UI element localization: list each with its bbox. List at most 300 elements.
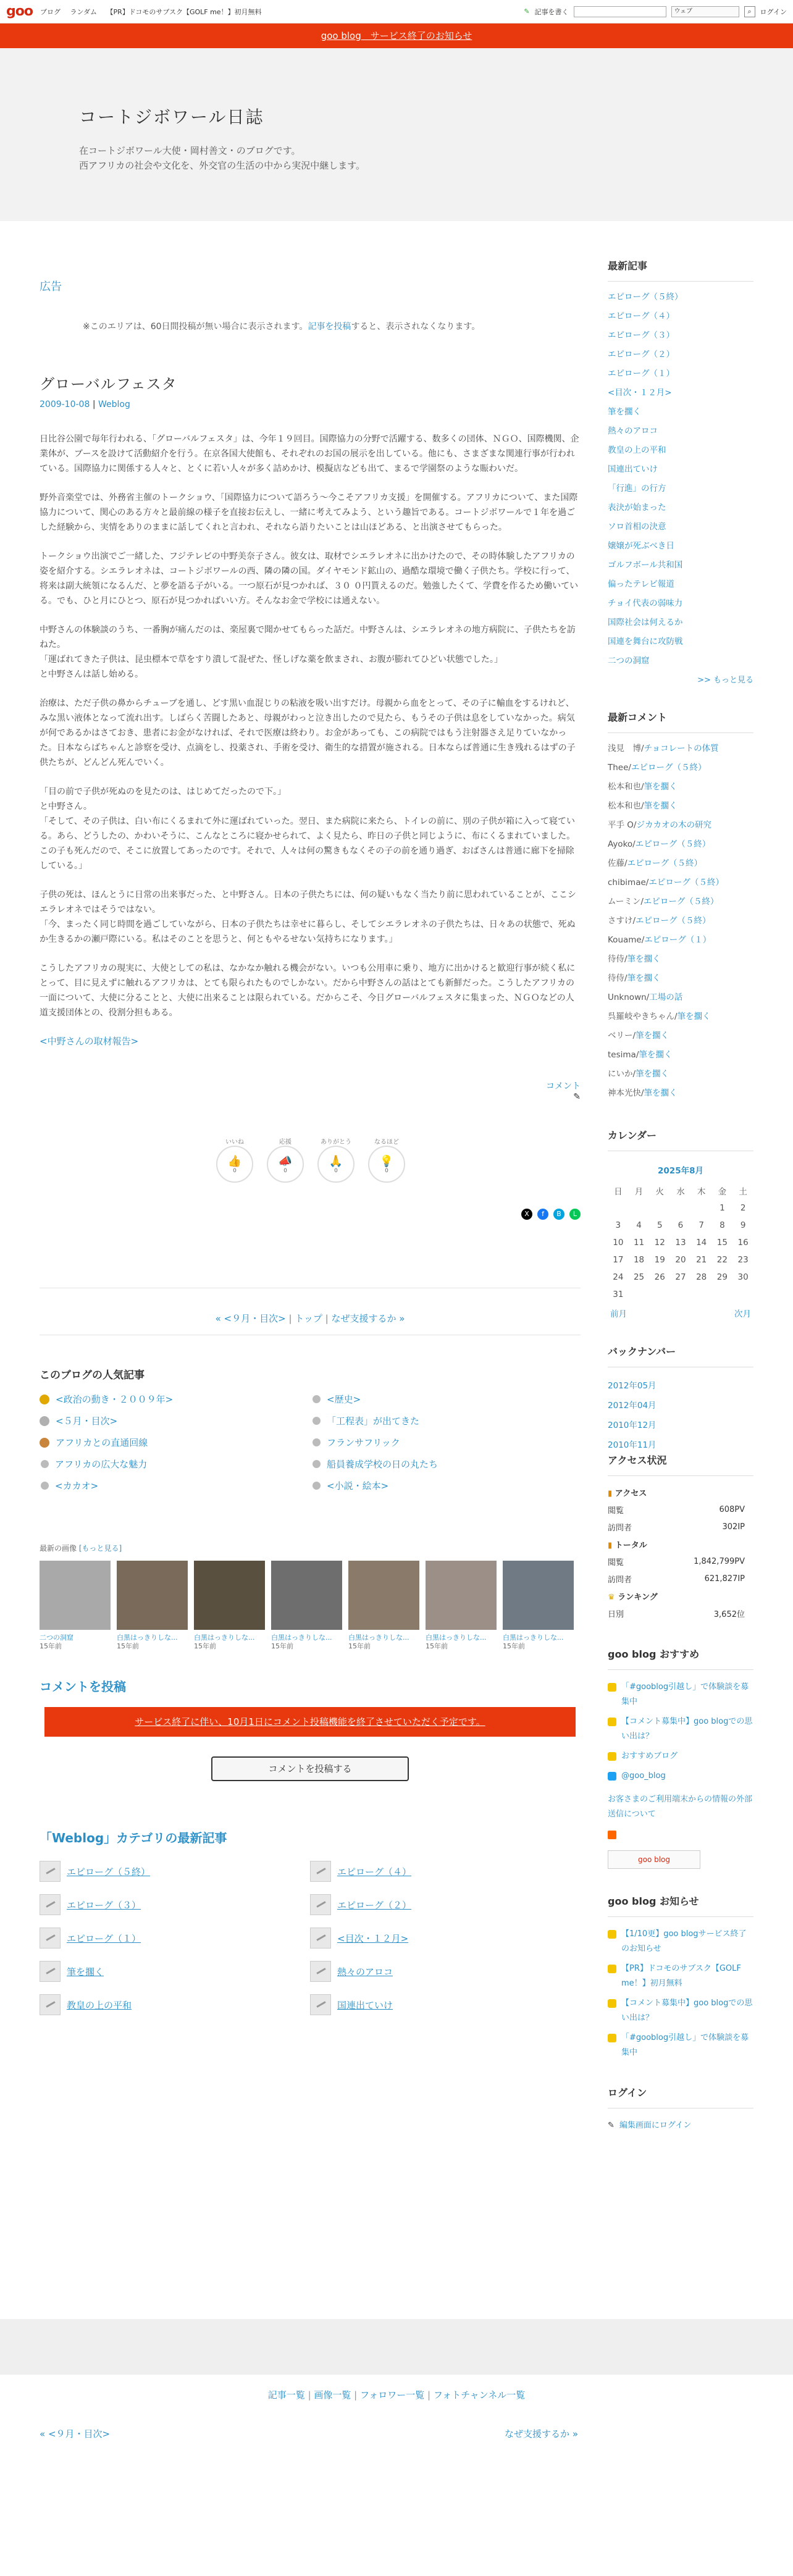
twitter-icon [608,1772,616,1781]
goo-recommend-item[interactable] [608,1680,753,1710]
recent-post-link[interactable]: 国連出ていけ [608,464,658,474]
recent-comment [608,758,753,778]
category-post-link[interactable]: 熱々のアロコ [337,1966,393,1978]
category-post-link[interactable]: 教皇の上の平和 [67,1999,132,2011]
latest-image-thumb[interactable] [348,1561,419,1630]
recent-post-link[interactable]: 二つの洞窟 [608,656,650,666]
bullet-icon [313,1417,321,1425]
recent-comments-list [608,739,753,1103]
calendar-day [608,1199,629,1217]
footer-bar: | [304,2389,314,2401]
bullet-icon [313,1395,321,1403]
post-date[interactable]: 2009-10-08 [40,400,90,409]
bullet-icon [313,1482,321,1490]
popular-item-link[interactable]: フランサフリック [327,1437,400,1448]
rss-icon[interactable] [608,1831,616,1839]
recent-post-link[interactable]: エピローグ（５終） [608,292,683,302]
pager-prev[interactable]: « <９月・目次> [215,1313,286,1324]
article-icon [40,1994,61,2015]
comment-link-label[interactable]: コメント [546,1081,581,1091]
post-pager [40,1312,581,1325]
access-views-value: 608PV [719,1504,745,1514]
backnumber-link[interactable]: 2012年05月 [608,1381,657,1391]
comment-post-link[interactable]: 筆を擱く [644,782,678,792]
pager-top[interactable]: トップ [295,1313,322,1324]
bullet-icon [313,1460,321,1468]
goo-news-link[interactable]: 【PR】ドコモのサブスク【GOLF me！】初月無料 [621,1964,741,1988]
goo-recommend-link[interactable]: おすすめブログ [621,1752,678,1761]
calendar-week [608,1234,753,1251]
recent-comment [608,739,753,758]
comment-post-link[interactable]: エピローグ（１） [644,935,711,945]
popular-item-link[interactable]: <５月・目次> [56,1416,118,1427]
twitter-link[interactable]: @goo_blog [621,1771,666,1781]
nav-random[interactable]: ランダム [70,7,98,16]
latest-image-title[interactable]: 白黒はっきりしな... [271,1634,332,1642]
post-body [40,432,581,1020]
calendar-day [670,1199,691,1217]
bullet-icon [41,1482,49,1490]
category-post-item[interactable] [40,1928,310,1949]
category-post-item[interactable] [310,1861,581,1882]
footer-band [0,2319,793,2375]
pager-bar-1: | [285,1313,295,1324]
recent-post-link[interactable]: 表決が始まった [608,503,666,513]
popular-item-link[interactable]: 「工程表」が出てきた [327,1416,420,1427]
comment-author: 待侍 [608,954,624,964]
backnumber-list[interactable] [608,1376,753,1450]
comment-slash: / [624,954,627,964]
comment-post-link[interactable]: エピローグ（５終） [643,897,719,907]
popular-item-link[interactable]: 船員養成学校の日の丸たち [327,1459,438,1470]
comment-author: 神本光快 [608,1088,641,1098]
popular-item[interactable] [40,1393,311,1406]
latest-image[interactable] [40,1561,111,1651]
goo-news-item[interactable] [608,1996,753,2026]
recent-post-link[interactable]: ゴルフボール共和国 [608,560,683,570]
category-post-item[interactable] [40,1961,310,1982]
popular-item[interactable] [311,1479,581,1492]
login-edit-link[interactable]: 編集画面にログイン [619,2121,692,2130]
external-transmission-link[interactable]: お客さまのご利用端末からの情報の外部送信について [608,1795,753,1819]
recent-comment [608,816,753,835]
recent-comments-heading: 最新コメント [608,710,753,733]
popular-item[interactable] [40,1436,311,1449]
calendar-day: 29 [716,1272,728,1282]
latest-image-date: 15年前 [271,1642,293,1650]
comment-author: tesima [608,1050,636,1060]
footer-bar: | [424,2389,434,2401]
share-buttons [40,1209,581,1220]
latest-images [40,1561,581,1651]
category-post-item[interactable] [310,1894,581,1915]
x-share-icon[interactable]: X [521,1209,532,1220]
category-post-item[interactable] [40,1861,310,1882]
recent-post-link[interactable]: 「行進」の行方 [608,484,666,493]
recent-comment [608,1065,753,1084]
comment-author: Thee [608,763,629,773]
latest-image-thumb[interactable] [503,1561,574,1630]
blog-description [79,143,793,173]
recent-posts-list [608,288,753,671]
footer-link[interactable]: フォロワー一覧 [360,2389,425,2401]
reaction-icon: 👍 [227,1154,242,1168]
twitter-row [608,1769,753,1784]
popular-item[interactable] [311,1393,581,1406]
blog-description-line-1: 在コートジボワール大使・岡村善文・のブログです。 [79,145,301,156]
bullet-icon [313,1438,321,1446]
article-icon [40,1961,61,1982]
top-bar [0,0,793,23]
category-post-link[interactable]: エピローグ（２） [337,1899,412,1911]
pencil-icon: ✎ [524,7,530,15]
post-paragraph: 野外音楽堂では、外務省主催のトークショウ、「国際協力について語ろう～今こそアフリカ支援」を開催する。アフリカについて、また国際協力について、関心のある方々と最前線の様子を直接お伝えし、一緒に考えてみよう、という趣旨である。コートジボワールで１年を過ごした経験から、実情をありのままに話してくれと言われ、それなら語りたいことは山ほどある、と出演させてもらった。 [40,493,578,532]
footer-link[interactable]: 記事一覧 [267,2389,305,2401]
recent-post-link[interactable]: 嬢嬢が死ぶべき日 [608,541,674,551]
service-end-notice[interactable] [0,23,793,48]
popular-item[interactable] [40,1479,311,1492]
latest-image-date: 15年前 [40,1642,62,1650]
category-post-link[interactable]: エピローグ（４） [337,1866,412,1877]
recent-more-link[interactable]: >> もっと見る [697,676,753,685]
comment-slash: / [674,1012,678,1022]
backnumber-link[interactable]: 2010年11月 [608,1440,657,1450]
search-icon[interactable]: ⌕ [744,6,755,17]
comment-slash: / [645,878,649,887]
goo-news-item[interactable] [608,1927,753,1957]
calendar-week [608,1286,753,1303]
comment-slash: / [641,782,644,792]
recent-comment [608,797,753,816]
total-visitors-row [608,1570,753,1587]
recent-post-link[interactable]: <目次・１２月> [608,388,672,398]
popular-item-link[interactable]: <政治の動き・２００９年> [56,1394,174,1405]
goo-recommend-heading: goo blog おすすめ [608,1647,753,1670]
goo-news-list [608,1927,753,2060]
calendar-day: 23 [737,1255,749,1265]
calendar-day: 18 [633,1255,645,1265]
access-section [608,1453,753,1622]
post-comment-link[interactable] [40,1080,581,1102]
calendar-day [649,1199,670,1217]
write-post-link[interactable]: 記事を書く [534,7,569,16]
reaction-icon: 📣 [278,1154,293,1168]
goo-news-item[interactable] [608,1961,753,1991]
post-category[interactable]: Weblog [98,400,130,409]
recent-post-link[interactable]: エピローグ（４） [608,311,674,321]
calendar-weekday: 木 [697,1187,706,1197]
popular-item[interactable] [40,1414,311,1427]
recent-comment [608,873,753,892]
comment-author: 浅見 博 [608,744,641,753]
comment-end-banner[interactable] [44,1707,576,1737]
reaction-icon: 🙏 [329,1154,343,1168]
comment-author: にいか [608,1069,633,1079]
comment-slash: / [632,839,636,849]
recent-post-link[interactable]: 熱々のアロコ [608,426,658,436]
comment-post-link[interactable]: 筆を擱く [644,1088,678,1098]
calendar-day: 25 [633,1272,645,1282]
reaction-button[interactable] [266,1136,305,1183]
latest-image-title[interactable]: 白黒はっきりしな... [194,1634,255,1642]
latest-image-thumb[interactable] [117,1561,188,1630]
latest-image-thumb[interactable] [426,1561,497,1630]
reaction-button[interactable] [367,1136,406,1183]
calendar-day: 12 [654,1238,665,1248]
latest-image[interactable] [271,1561,342,1651]
comment-author: 呉羅岐やきちゃん [608,1012,674,1022]
recent-post-link[interactable]: 国際社会は何えるか [608,618,683,627]
login-link[interactable]: ログイン [760,7,787,16]
article-icon [310,1994,331,2015]
calendar-weekday: 土 [739,1187,747,1197]
post-meta-separator: | [90,400,98,409]
ad-note-suffix: すると、表示されなくなります。 [351,322,480,332]
calendar-day: 5 [657,1220,663,1230]
latest-images-title: 最新の画像 [40,1544,77,1553]
comment-post-link[interactable]: 筆を擱く [644,801,678,811]
category-post-link[interactable]: 国連出ていけ [337,1999,393,2011]
calendar-prev[interactable]: 前月 [610,1309,627,1319]
goo-recommend-link[interactable]: 【コメント募集中】goo blogでの思い出は？ [621,1717,753,1741]
calendar-day: 17 [613,1255,624,1265]
reaction-button[interactable] [316,1136,356,1183]
category-post-item[interactable] [40,1994,310,2015]
calendar-day: 9 [740,1220,746,1230]
latest-image[interactable] [503,1561,574,1651]
goo-logo[interactable]: goo [6,4,33,19]
popular-item[interactable] [40,1458,311,1471]
facebook-share-icon[interactable]: f [537,1209,548,1220]
popular-item-link[interactable]: <歴史> [327,1394,361,1405]
comment-author: 松本和也 [608,782,641,792]
popular-heading: このブログの人気記事 [40,1369,145,1382]
crown-icon: ♛ [608,1592,615,1602]
footer-next[interactable]: なぜ支援するか » [505,2428,578,2440]
footer-link[interactable]: フォトチャンネル一覧 [433,2389,526,2401]
calendar-caption: 2025年8月 [658,1166,703,1176]
popular-item-link[interactable]: アフリカとの直通回線 [56,1437,148,1448]
comment-author: chibimae [608,878,646,887]
nav-promo[interactable]: 【PR】ドコモのサブスク【GOLF me！】初月無料 [106,7,262,16]
recent-post-link[interactable]: 教皇の上の平和 [608,445,666,455]
popular-item[interactable] [311,1458,581,1471]
latest-image-thumb[interactable] [40,1561,111,1630]
recent-post-link[interactable]: 国連を舞台に攻防戦 [608,637,683,647]
recent-comment [608,854,753,873]
goo-icon [608,1752,616,1761]
comment-author: Kouame [608,935,642,945]
comment-post-link[interactable]: ジカカオの木の研究 [636,820,711,830]
popular-item[interactable] [311,1414,581,1427]
category-post-item[interactable] [40,1894,310,1915]
recent-post-link[interactable]: エピローグ（３） [608,330,674,340]
reaction-bubble[interactable] [368,1146,405,1183]
goo-icon [608,1930,616,1939]
article-icon [310,1928,331,1949]
hatena-share-icon[interactable]: B [553,1209,564,1220]
comment-post-link[interactable]: 筆を擱く [636,1031,669,1041]
comment-slash: / [624,973,627,983]
comment-post-link[interactable]: エピローグ（５終） [648,878,724,887]
article-icon [40,1894,61,1915]
ad-note-link[interactable]: 記事を投稿 [308,322,351,332]
goo-recommend-link[interactable]: 「#gooblog引越し」で体験談を募集中 [621,1682,749,1706]
post-meta [40,400,581,409]
calendar-day: 27 [675,1272,686,1282]
post-paragraph: こうしたアフリカの現実に、大使としての私は、なかなか触れる機会がない。いつも公用車に乗り、地方に出かけると歓迎行事が続く私にとって、目に見えずに触れるアフリカは、とても限られたものでしかない。だから中野さんの話はとても新鮮だった。こうしたアフリカの一面について、大使に分ることと、大使に出来ることは限られている。だからこそ、今日グローバルフェスタに集まった、ＮＧＯなどの人道支援団体との、役割分担もある。 [40,963,576,1018]
reaction-bubble[interactable] [317,1146,355,1183]
post-title[interactable]: グローバルフェスタ [40,375,177,393]
comment-post-link[interactable]: 筆を擱く [636,1069,669,1079]
category-post-link[interactable]: エピローグ（１） [67,1932,141,1944]
latest-image-date: 15年前 [503,1642,525,1650]
popular-item-link[interactable]: アフリカの広大な魅力 [55,1459,148,1470]
comment-post-link[interactable]: エピローグ（５終） [635,839,711,849]
notice-text[interactable]: goo blog サービス終了のお知らせ [321,30,472,41]
goo-icon [608,1683,616,1692]
comment-author: Unknown [608,992,647,1002]
latest-image[interactable] [348,1561,419,1651]
access-views-label: 閲覧 [608,1506,624,1516]
recent-comment [608,969,753,988]
comment-author: 佐藤 [608,858,624,868]
backnumber-link[interactable]: 2010年12月 [608,1420,657,1430]
article-icon [310,1861,331,1882]
post-paragraph: 子供の死は、ほんとうに日常の出来事だった、と中野さん。日本の子供たちには、何の疑いもなく当たり前に思われていることが、ここシエラレオネではそうではない。 「今、まったく同じ時間を過ごしていながら、日本の子供たちは幸せに暮らし、そしてシエラレオネの子供たちは、日々あの状態で、死ぬか生きるかの瀬戸際にいる。私はそのことを思うと、何ともやるせない気持ちになります。」 [40,890,576,944]
ranking-label: ランキング [618,1592,658,1602]
comment-post-link[interactable]: エピローグ（５終） [627,858,703,868]
latest-images-more[interactable]: [もっと見る] [78,1544,122,1553]
comment-post-link[interactable]: 筆を擱く [677,1012,711,1022]
ad-note-prefix: ※このエリアは、60日間投稿が無い場合に表示されます。 [83,322,308,332]
backnumber-link[interactable]: 2012年04月 [608,1401,657,1411]
category-post-link[interactable]: エピローグ（５終） [67,1866,151,1877]
recent-comment [608,892,753,912]
article-icon [310,1894,331,1915]
reaction-icon: 💡 [379,1154,394,1168]
recent-post-link[interactable]: 筆を擱く [608,407,641,417]
footer-prev[interactable]: « <９月・目次> [40,2428,111,2440]
calendar-next[interactable]: 次月 [734,1309,751,1319]
latest-image-title[interactable]: 白黒はっきりしな... [117,1634,178,1642]
recent-post-link[interactable]: エピローグ（１） [608,369,674,379]
blog-title[interactable]: コートジボワール日誌 [79,107,264,127]
calendar-nav [608,1307,753,1319]
reaction-bubble[interactable] [216,1146,253,1183]
goo-recommend-item[interactable] [608,1714,753,1744]
recent-post-link[interactable]: チョイ代表の弱味力 [608,598,683,608]
latest-image-date: 15年前 [426,1642,448,1650]
comment-post-link[interactable]: エピローグ（５終） [631,763,707,773]
search-input[interactable] [574,6,666,17]
comment-end-banner-text[interactable]: サービス終了に伴い、10月1日にコメント投稿機能を終了させていただく予定です。 [135,1716,485,1727]
latest-image-thumb[interactable] [194,1561,265,1630]
access-visitors-label: 訪問者 [608,1523,632,1533]
goo-news-link[interactable]: 【1/10更】goo blogサービス終了のお知らせ [621,1929,747,1953]
calendar-week [608,1269,753,1286]
recent-post-link[interactable]: 偏ったテレビ報道 [608,579,674,589]
goo-recommend-item[interactable] [608,1749,753,1764]
latest-image-title[interactable]: 二つの洞窟 [40,1634,73,1642]
line-share-icon[interactable]: L [569,1209,581,1220]
reaction-label: なるほど [374,1139,399,1146]
recent-post-link[interactable]: ソロ首相の決意 [608,522,666,532]
latest-image[interactable] [426,1561,497,1651]
reaction-label: 応援 [279,1139,292,1146]
reaction-bubble[interactable] [267,1146,304,1183]
popular-item[interactable] [311,1436,581,1449]
latest-image[interactable] [117,1561,188,1651]
total-label: トータル [615,1540,647,1550]
goo-icon [608,1718,616,1726]
recent-post-link[interactable]: エピローグ（２） [608,350,674,359]
comment-post-link[interactable]: 筆を擱く [639,1050,673,1060]
post-paragraph: トークショウ出演でご一緒した、フジテレビの中野美奈子さん。彼女は、取材でシエラレオネに出かけたので、その時体験したアフリカの姿を紹介する。シエラレオネは、コートジボワールの西、隣の隣の国。ダイヤモンド鉱山の、過酷な環境で働く子供たち。学校に行って、将来は副大統領になるんだ、と夢を語る子がいる。一つ原石が見つかれば、３０ ０円貰えるのだ。勉強したくて、学費を作るため働いている。でも、ひと月にひとつ、原石が見つかればいい方。そんなお金で学校には通えない。 [40,552,579,606]
comment-slash: / [632,916,636,926]
latest-image[interactable] [194,1561,265,1651]
comment-post-link[interactable]: エピローグ（５終） [636,916,711,926]
calendar-day [649,1286,670,1303]
medal-icon [40,1438,49,1448]
comment-post-link[interactable]: チョコレートの体質 [644,744,719,753]
reaction-button[interactable] [215,1136,254,1183]
comment-post-link[interactable]: 工場の話 [649,992,683,1002]
pager-why[interactable]: なぜ支援するか » [331,1313,405,1324]
post-comment-button[interactable]: コメントを投稿する [211,1756,409,1781]
calendar-day [629,1286,650,1303]
calendar-week [608,1217,753,1234]
recent-comment [608,988,753,1007]
reaction-count: 0 [233,1167,237,1174]
popular-item-link[interactable]: <カカオ> [55,1480,99,1491]
popular-item-link[interactable]: <小説・絵本> [327,1480,389,1491]
latest-image-title[interactable]: 白黒はっきりしな... [503,1634,564,1642]
latest-image-thumb[interactable] [271,1561,342,1630]
access-visitors-row [608,1518,753,1535]
footer-link[interactable]: 画像一覧 [314,2389,351,2401]
calendar-section [608,1128,753,1319]
post-paragraph: 「目の前で子供が死ぬのを見たのは、はじめてだったので下。」 と中野さん。 「そして、その子供は、白い布にくるまれて外に運ばれていった。翌日、また病院に来たら、トイレの前に、別の子供が箱に入って寝ている。あら、どうしたの、かわいそうに、こんなところに寝かせられて、よく見たら、昨日の子供と同じように、布にくるまれていました。この子も死んだので、そこに放置してあったのです。それで、人々は何の驚きもなくその子の前を通り過ぎ、おばさんは普通に廊下を掃除している。」 [40,787,576,871]
goo-news-item[interactable] [608,2031,753,2060]
category-post-item[interactable] [310,1961,581,1982]
post-more-link[interactable]: <中野さんの取材報告> [40,1036,139,1047]
goo-news-link[interactable]: 「#gooblog引越し」で体験談を募集中 [621,2033,749,2057]
goo-news-link[interactable]: 【コメント募集中】goo blogでの思い出は？ [621,1999,753,2023]
category-post-link[interactable]: 筆を擱く [67,1966,104,1978]
goo-news-heading: goo blog お知らせ [608,1894,753,1917]
nav-blog[interactable]: ブログ [40,7,61,16]
latest-image-title[interactable]: 白黒はっきりしな... [348,1634,409,1642]
recent-comment [608,1046,753,1065]
category-post-link[interactable]: エピローグ（３） [67,1899,141,1911]
access-visitors-value: 302IP [722,1522,745,1532]
recent-comment [608,931,753,950]
comment-post-link[interactable]: 筆を擱く [627,954,661,964]
goo-blog-badge[interactable]: goo blog [608,1850,700,1869]
category-post-item[interactable] [310,1994,581,2015]
category-post-item[interactable] [310,1928,581,1949]
comment-post-link[interactable]: 筆を擱く [627,973,661,983]
calendar-weekday: 金 [718,1187,727,1197]
total-views-value: 1,842,799PV [694,1556,745,1566]
search-scope-select[interactable]: ウェブ [671,6,739,17]
latest-image-title[interactable]: 白黒はっきりしな... [426,1634,487,1642]
recent-comment [608,778,753,797]
category-latest-list [40,1861,581,2015]
comment-slash: / [632,1031,636,1041]
category-post-link[interactable]: <目次・１２月> [337,1932,409,1944]
